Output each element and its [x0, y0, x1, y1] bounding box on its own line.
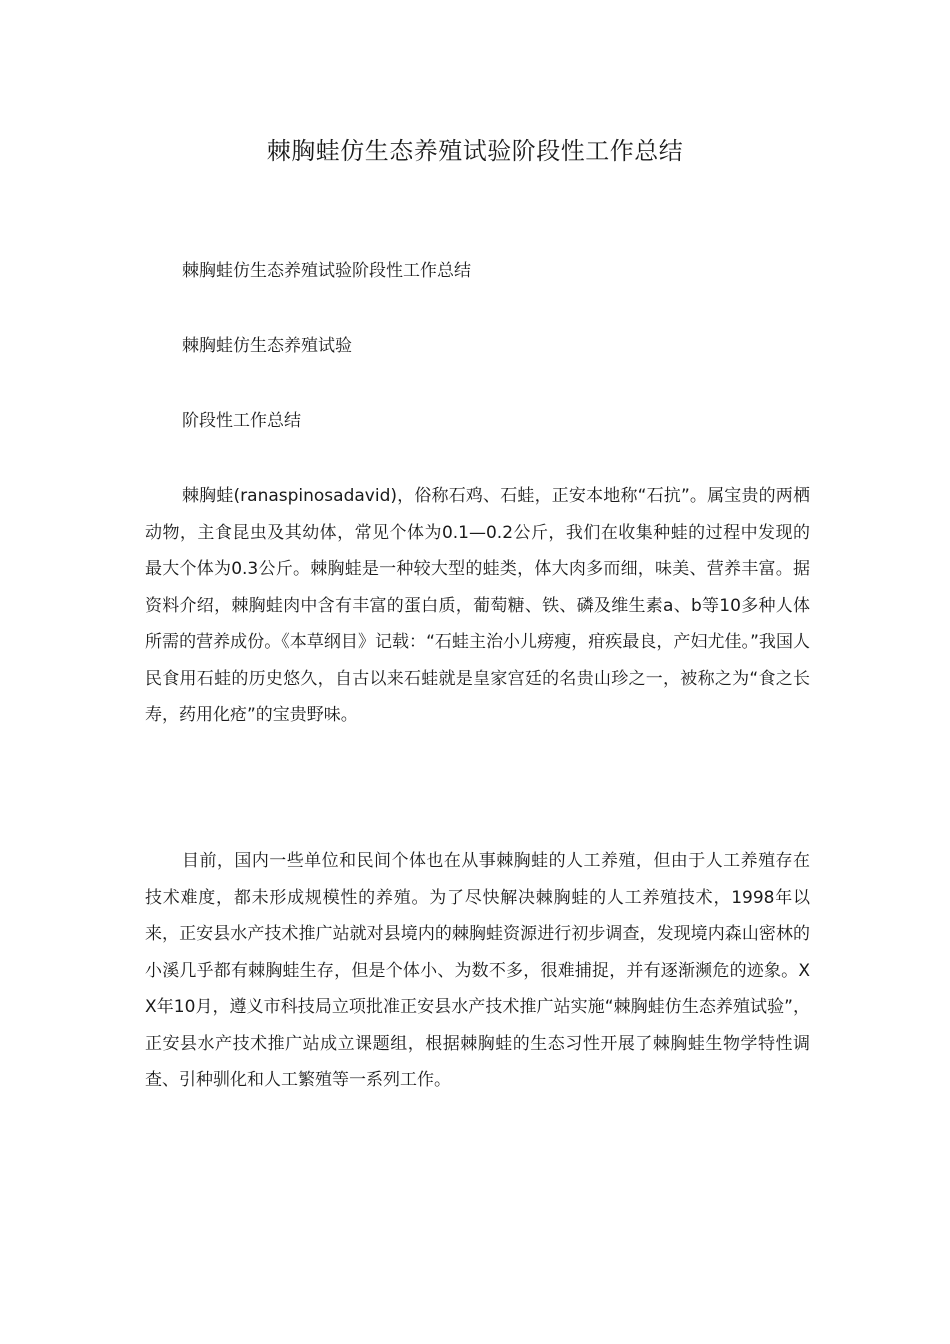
subtitle-paragraph: 阶段性工作总结: [182, 411, 301, 431]
body-paragraph: 棘胸蛙(ranaspinosadavid)，俗称石鸡、石蛙，正安本地称“石抗”。属宝贵的两栖动物，主食昆虫及其幼体，常见个体为0.1—0.2公斤，我们在收集种蛙的过程中发现的最大个体为0.3公斤。棘胸蛙是一种较大型的蛙类，体大肉多而细，味美、营养丰富。据资料介绍，棘胸蛙肉中含有丰富的蛋白质，葡萄糖、铁、磷及维生素a、b等10多种人体所需的营养成份。《本草纲目》记载：“石蛙主治小儿痨瘦，疳疾最良，产妇尤佳。”我国人民食用石蛙的历史悠久，自古以来石蛙就是皇家宫廷的名贵山珍之一，被称之为“食之长寿，药用化疮”的宝贵野味。: [145, 486, 810, 725]
subtitle-paragraph: 棘胸蛙仿生态养殖试验阶段性工作总结: [182, 261, 471, 281]
document-title: 棘胸蛙仿生态养殖试验阶段性工作总结: [266, 137, 684, 165]
subtitle-paragraph: 棘胸蛙仿生态养殖试验: [182, 336, 352, 356]
body-paragraph: 目前，国内一些单位和民间个体也在从事棘胸蛙的人工养殖，但由于人工养殖存在技术难度，都未形成规模性的养殖。为了尽快解决棘胸蛙的人工养殖技术，1998年以来，正安县水产技术推广站就对县境内的棘胸蛙资源进行初步调查，发现境内森山密林的小溪几乎都有棘胸蛙生存，但是个体小、为数不多，很难捕捉，并有逐渐濒危的迹象。XX年10月，遵义市科技局立项批准正安县水产技术推广站实施“棘胸蛙仿生态养殖试验”，正安县水产技术推广站成立课题组，根据棘胸蛙的生态习性开展了棘胸蛙生物学特性调查、引种驯化和人工繁殖等一系列工作。: [145, 851, 810, 1090]
